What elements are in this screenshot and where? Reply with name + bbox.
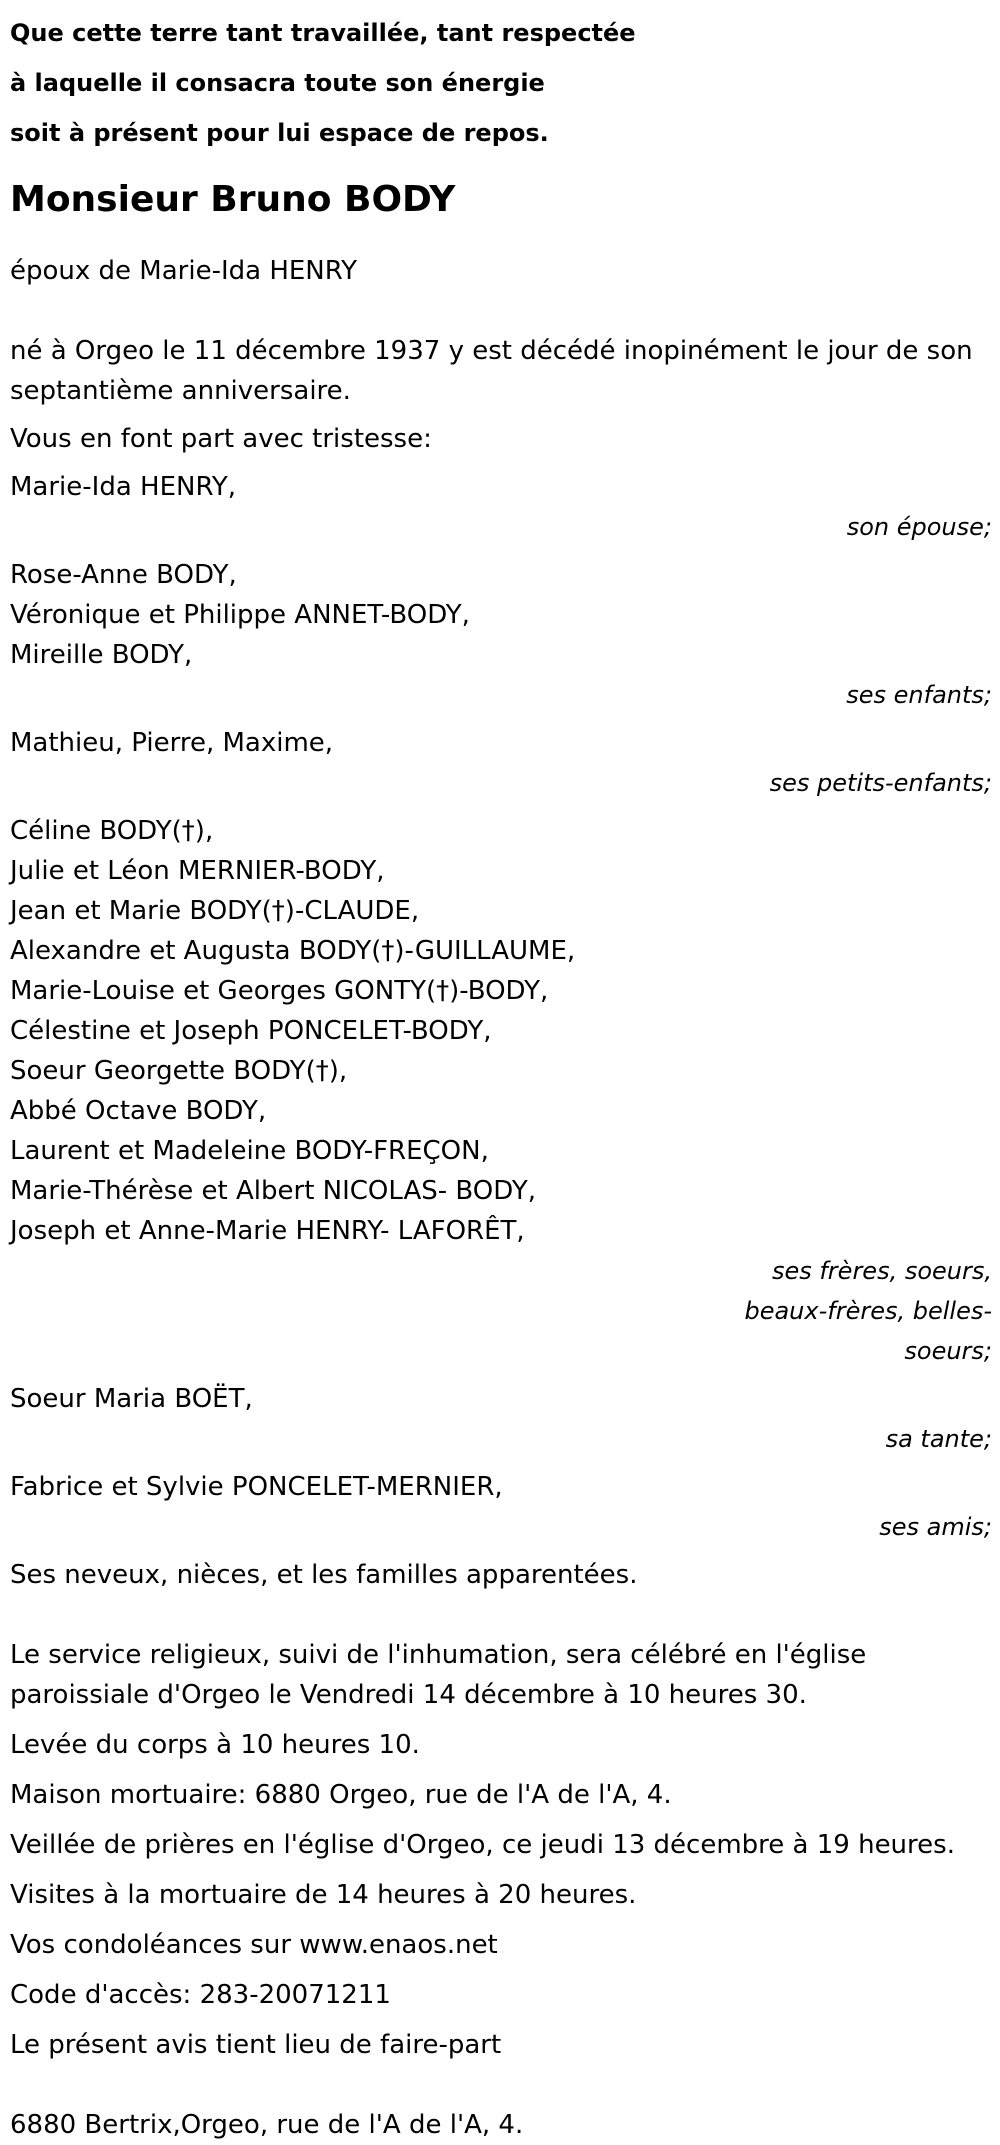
footer-address: 6880 Bertrix,Orgeo, rue de l'A de l'A, 4.	[10, 2110, 524, 2140]
family-member: Marie-Louise et Georges GONTY(†)-BODY,	[10, 976, 549, 1006]
family-group-spouse	[10, 467, 995, 547]
relation-label: ses amis;	[879, 1513, 992, 1541]
memorial-poem	[10, 8, 995, 158]
extended-family-line: Ses neveux, nièces, et les familles apparentées.	[10, 1560, 638, 1590]
birth-death-line: né à Orgeo le 11 décembre 1937 y est décédé inopinément le jour de son septantième anniversaire.	[10, 336, 973, 406]
family-member: Célestine et Joseph PONCELET-BODY,	[10, 1016, 492, 1046]
detail-line: Visites à la mortuaire de 14 heures à 20 heures.	[10, 1880, 637, 1910]
detail-line: Maison mortuaire: 6880 Orgeo, rue de l'A de l'A, 4.	[10, 1780, 672, 1810]
poem-line: soit à présent pour lui espace de repos.	[10, 119, 549, 147]
family-member: Jean et Marie BODY(†)-CLAUDE,	[10, 896, 420, 926]
funeral-service-line: Le service religieux, suivi de l'inhumation, sera célébré en l'église paroissiale d'Orgeo le Vendredi 14 décembre à 10 heures 30.	[10, 1640, 867, 1710]
relation-label: son épouse;	[846, 513, 992, 541]
detail-line: Levée du corps à 10 heures 10.	[10, 1730, 420, 1760]
detail-line: Le présent avis tient lieu de faire-part	[10, 2030, 502, 2060]
family-member: Alexandre et Augusta BODY(†)-GUILLAUME,	[10, 936, 576, 966]
family-group-grandchildren	[10, 723, 995, 803]
family-member: Fabrice et Sylvie PONCELET-MERNIER,	[10, 1472, 503, 1502]
family-member: Céline BODY(†),	[10, 816, 214, 846]
family-member: Laurent et Madeleine BODY-FREÇON,	[10, 1136, 489, 1166]
obituary-notice	[10, 0, 995, 2145]
announcement-line: Vous en font part avec tristesse:	[10, 424, 432, 454]
family-member: Abbé Octave BODY,	[10, 1096, 267, 1126]
family-group-children	[10, 555, 995, 715]
detail-line: Veillée de prières en l'église d'Orgeo, ce jeudi 13 décembre à 19 heures.	[10, 1830, 955, 1860]
deceased-name-title: Monsieur Bruno BODY	[10, 179, 456, 220]
family-member: Joseph et Anne-Marie HENRY- LAFORÊT,	[10, 1216, 525, 1246]
detail-line: Code d'accès: 283-20071211	[10, 1980, 391, 2010]
poem-line: Que cette terre tant travaillée, tant respectée	[10, 19, 636, 47]
family-group-friends	[10, 1467, 995, 1547]
relation-label: ses enfants;	[846, 681, 992, 709]
relation-label: ses frères, soeurs, beaux-frères, belles-soeurs;	[744, 1257, 992, 1365]
family-member: Julie et Léon MERNIER-BODY,	[10, 856, 385, 886]
detail-line: Vos condoléances sur www.enaos.net	[10, 1930, 498, 1960]
family-member: Soeur Georgette BODY(†),	[10, 1056, 348, 1086]
poem-line: à laquelle il consacra toute son énergie	[10, 69, 545, 97]
relation-label: ses petits-enfants;	[769, 769, 992, 797]
relation-label: sa tante;	[885, 1425, 992, 1453]
family-member: Marie-Ida HENRY,	[10, 472, 237, 502]
family-member: Véronique et Philippe ANNET-BODY,	[10, 600, 470, 630]
family-member: Mireille BODY,	[10, 640, 193, 670]
family-group-aunt	[10, 1379, 995, 1459]
family-member: Mathieu, Pierre, Maxime,	[10, 728, 334, 758]
family-member: Marie-Thérèse et Albert NICOLAS- BODY,	[10, 1176, 537, 1206]
spouse-line: époux de Marie-Ida HENRY	[10, 256, 358, 286]
family-member: Soeur Maria BOËT,	[10, 1384, 253, 1414]
family-member: Rose-Anne BODY,	[10, 560, 237, 590]
family-group-siblings	[10, 811, 995, 1371]
